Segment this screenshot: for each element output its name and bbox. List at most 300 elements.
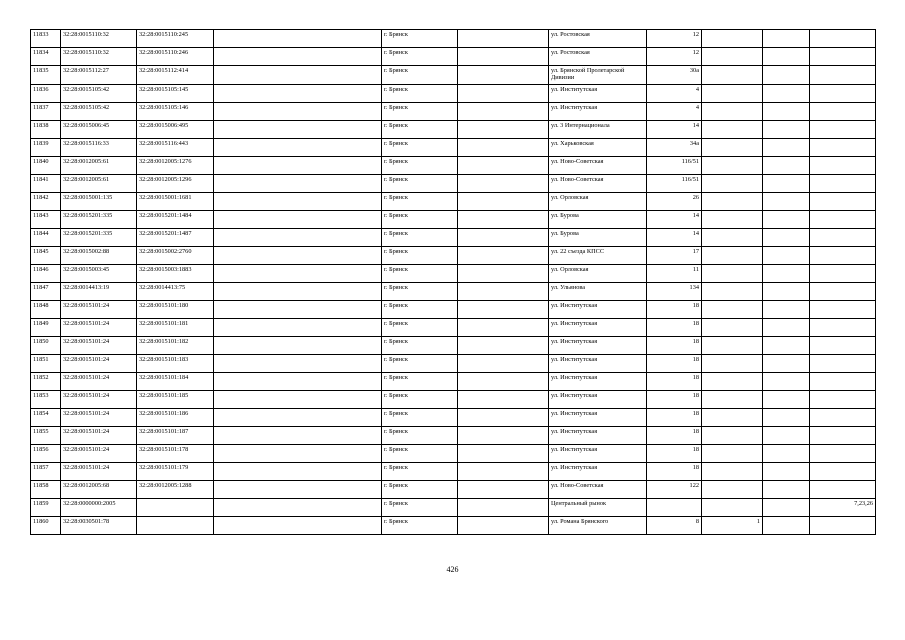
- table-cell: [810, 463, 876, 481]
- table-cell: г. Брянск: [382, 319, 458, 337]
- table-cell: [458, 175, 549, 193]
- table-cell: 32:28:0015101:24: [61, 409, 137, 427]
- table-cell: 11858: [31, 481, 61, 499]
- table-cell: [763, 139, 810, 157]
- table-cell: [763, 30, 810, 48]
- table-cell: [763, 229, 810, 247]
- table-cell: [214, 517, 382, 535]
- table-cell: [810, 247, 876, 265]
- table-cell: ул. Институтская: [549, 103, 647, 121]
- table-cell: 32:28:0015105:145: [137, 85, 214, 103]
- table-cell: [458, 265, 549, 283]
- table-cell: [810, 337, 876, 355]
- table-cell: 11845: [31, 247, 61, 265]
- table-cell: 32:28:0015116:443: [137, 139, 214, 157]
- table-cell: г. Брянск: [382, 499, 458, 517]
- table-cell: [458, 157, 549, 175]
- table-cell: ул. Институтская: [549, 391, 647, 409]
- table-cell: [647, 499, 702, 517]
- table-cell: [810, 409, 876, 427]
- table-cell: 11854: [31, 409, 61, 427]
- table-cell: [702, 139, 763, 157]
- table-row: [31, 139, 876, 157]
- table-cell: [458, 283, 549, 301]
- table-cell: 32:28:0015105:42: [61, 85, 137, 103]
- table-cell: 32:28:0015101:24: [61, 337, 137, 355]
- table-cell: 134: [647, 283, 702, 301]
- table-cell: 32:28:0030501:78: [61, 517, 137, 535]
- table-cell: ул. Бурова: [549, 211, 647, 229]
- table-cell: [702, 265, 763, 283]
- table-cell: 32:28:0015201:1484: [137, 211, 214, 229]
- table-row: [31, 517, 876, 535]
- table-cell: 12: [647, 48, 702, 66]
- table-cell: 11844: [31, 229, 61, 247]
- table-cell: 32:28:0015112:27: [61, 66, 137, 85]
- table-cell: [763, 463, 810, 481]
- table-cell: [702, 283, 763, 301]
- table-cell: [763, 48, 810, 66]
- table-cell: ул. Ростовская: [549, 30, 647, 48]
- table-cell: [763, 265, 810, 283]
- table-cell: 32:28:0012005:61: [61, 157, 137, 175]
- table-cell: [763, 319, 810, 337]
- table-row: [31, 445, 876, 463]
- table-cell: [458, 337, 549, 355]
- table-cell: ул. 3 Интернационала: [549, 121, 647, 139]
- table-row: [31, 481, 876, 499]
- table-cell: [214, 409, 382, 427]
- table-cell: [810, 355, 876, 373]
- table-cell: 116/51: [647, 157, 702, 175]
- table-cell: [702, 85, 763, 103]
- table-cell: 11859: [31, 499, 61, 517]
- table-row: [31, 48, 876, 66]
- table-cell: [702, 319, 763, 337]
- table-cell: 32:28:0014413:75: [137, 283, 214, 301]
- table-cell: [458, 427, 549, 445]
- table-cell: [458, 517, 549, 535]
- table-cell: [810, 229, 876, 247]
- table-cell: г. Брянск: [382, 481, 458, 499]
- table-cell: [214, 211, 382, 229]
- table-cell: 32:28:0015006:495: [137, 121, 214, 139]
- table-cell: [763, 211, 810, 229]
- table-cell: г. Брянск: [382, 391, 458, 409]
- table-cell: [214, 103, 382, 121]
- table-cell: [214, 391, 382, 409]
- table-cell: [702, 391, 763, 409]
- table-cell: 11843: [31, 211, 61, 229]
- table-cell: ул. Институтская: [549, 355, 647, 373]
- table-cell: ул. Ростовская: [549, 48, 647, 66]
- table-cell: 4: [647, 103, 702, 121]
- table-cell: [810, 66, 876, 85]
- table-cell: [214, 157, 382, 175]
- table-cell: ул. Брянской Пролетарской Дивизии: [549, 66, 647, 85]
- table-cell: [137, 517, 214, 535]
- table-cell: [763, 157, 810, 175]
- table-cell: [214, 85, 382, 103]
- table-row: [31, 121, 876, 139]
- table-row: [31, 427, 876, 445]
- table-cell: 32:28:0000000:2005: [61, 499, 137, 517]
- table-cell: [763, 283, 810, 301]
- table-cell: [702, 247, 763, 265]
- table-cell: [214, 337, 382, 355]
- table-cell: 30а: [647, 66, 702, 85]
- table-row: [31, 247, 876, 265]
- table-cell: [763, 517, 810, 535]
- table-cell: 11849: [31, 319, 61, 337]
- table-cell: 11855: [31, 427, 61, 445]
- table-cell: [214, 66, 382, 85]
- table-cell: г. Брянск: [382, 85, 458, 103]
- table-cell: 18: [647, 355, 702, 373]
- table-cell: [214, 463, 382, 481]
- table-cell: 32:28:0015101:24: [61, 463, 137, 481]
- table-cell: [702, 175, 763, 193]
- table-cell: [458, 373, 549, 391]
- page-number: 426: [446, 565, 459, 574]
- table-cell: 32:28:0014413:19: [61, 283, 137, 301]
- table-cell: [810, 283, 876, 301]
- table-row: [31, 85, 876, 103]
- table-cell: 32:28:0015101:24: [61, 301, 137, 319]
- table-cell: [810, 427, 876, 445]
- table-row: [31, 175, 876, 193]
- table-cell: 11834: [31, 48, 61, 66]
- table-cell: [214, 355, 382, 373]
- table-cell: 32:28:0015101:24: [61, 355, 137, 373]
- table-cell: [763, 337, 810, 355]
- table-cell: [458, 319, 549, 337]
- table-cell: 32:28:0015101:24: [61, 427, 137, 445]
- table-row: [31, 193, 876, 211]
- table-cell: [810, 517, 876, 535]
- table-cell: [458, 229, 549, 247]
- table-cell: 11: [647, 265, 702, 283]
- table-row: [31, 265, 876, 283]
- table-cell: [214, 175, 382, 193]
- table-cell: г. Брянск: [382, 445, 458, 463]
- table-cell: [810, 301, 876, 319]
- table-cell: 32:28:0015101:24: [61, 445, 137, 463]
- table-cell: [214, 193, 382, 211]
- table-cell: 11842: [31, 193, 61, 211]
- table-cell: ул. Орловская: [549, 193, 647, 211]
- table-cell: [702, 157, 763, 175]
- table-cell: [810, 103, 876, 121]
- table-cell: г. Брянск: [382, 337, 458, 355]
- table-cell: 122: [647, 481, 702, 499]
- table-cell: г. Брянск: [382, 48, 458, 66]
- table-cell: ул. Бурова: [549, 229, 647, 247]
- table-cell: [763, 121, 810, 139]
- table-cell: [702, 103, 763, 121]
- table-cell: [214, 373, 382, 391]
- table-cell: [810, 391, 876, 409]
- table-cell: ул. Институтская: [549, 373, 647, 391]
- table-cell: 32:28:0015006:45: [61, 121, 137, 139]
- table-row: [31, 66, 876, 85]
- table-cell: 32:28:0015002:88: [61, 247, 137, 265]
- table-cell: 11836: [31, 85, 61, 103]
- table-cell: [810, 85, 876, 103]
- table-cell: г. Брянск: [382, 409, 458, 427]
- table-cell: [214, 481, 382, 499]
- table-cell: 11851: [31, 355, 61, 373]
- registry-table-body: [31, 30, 876, 535]
- table-cell: [702, 121, 763, 139]
- table-cell: [810, 157, 876, 175]
- table-cell: [214, 445, 382, 463]
- table-cell: 32:28:0015201:1487: [137, 229, 214, 247]
- table-row: [31, 283, 876, 301]
- table-cell: 11839: [31, 139, 61, 157]
- table-cell: [702, 463, 763, 481]
- table-cell: ул. Институтская: [549, 85, 647, 103]
- table-cell: [702, 481, 763, 499]
- table-cell: [214, 247, 382, 265]
- table-row: [31, 373, 876, 391]
- table-cell: [702, 409, 763, 427]
- table-cell: г. Брянск: [382, 193, 458, 211]
- table-cell: [702, 193, 763, 211]
- table-cell: ул. 22 съезда КПСС: [549, 247, 647, 265]
- table-cell: ул. Институтская: [549, 337, 647, 355]
- table-cell: г. Брянск: [382, 139, 458, 157]
- table-cell: 32:28:0015112:414: [137, 66, 214, 85]
- table-cell: [702, 499, 763, 517]
- table-cell: [458, 211, 549, 229]
- table-cell: г. Брянск: [382, 283, 458, 301]
- table-cell: [458, 247, 549, 265]
- table-cell: 34а: [647, 139, 702, 157]
- table-cell: 11835: [31, 66, 61, 85]
- table-cell: [458, 121, 549, 139]
- table-cell: ул. Харьковская: [549, 139, 647, 157]
- table-cell: ул. Орловская: [549, 265, 647, 283]
- table-cell: ул. Ново-Советская: [549, 175, 647, 193]
- table-cell: г. Брянск: [382, 103, 458, 121]
- table-cell: [458, 139, 549, 157]
- table-cell: [702, 211, 763, 229]
- table-cell: 17: [647, 247, 702, 265]
- table-cell: 11852: [31, 373, 61, 391]
- table-cell: ул. Ульянова: [549, 283, 647, 301]
- table-cell: г. Брянск: [382, 373, 458, 391]
- table-cell: 32:28:0015110:245: [137, 30, 214, 48]
- table-cell: [763, 427, 810, 445]
- table-cell: [763, 409, 810, 427]
- table-cell: 32:28:0015101:179: [137, 463, 214, 481]
- table-cell: 11856: [31, 445, 61, 463]
- table-cell: 4: [647, 85, 702, 103]
- table-cell: 1: [702, 517, 763, 535]
- table-cell: [702, 301, 763, 319]
- table-cell: г. Брянск: [382, 247, 458, 265]
- table-cell: 32:28:0015001:1681: [137, 193, 214, 211]
- table-cell: 32:28:0012005:61: [61, 175, 137, 193]
- table-cell: [810, 193, 876, 211]
- table-cell: 18: [647, 319, 702, 337]
- table-cell: ул. Ново-Советская: [549, 481, 647, 499]
- table-cell: [702, 337, 763, 355]
- table-row: [31, 157, 876, 175]
- table-cell: 32:28:0015101:182: [137, 337, 214, 355]
- table-cell: 32:28:0015110:32: [61, 30, 137, 48]
- table-cell: [810, 211, 876, 229]
- table-cell: [810, 265, 876, 283]
- table-cell: [810, 139, 876, 157]
- table-cell: [763, 355, 810, 373]
- table-cell: [763, 103, 810, 121]
- table-cell: [763, 499, 810, 517]
- table-cell: 32:28:0015101:181: [137, 319, 214, 337]
- table-cell: ул. Институтская: [549, 463, 647, 481]
- table-cell: 32:28:0015101:187: [137, 427, 214, 445]
- table-cell: 32:28:0015110:32: [61, 48, 137, 66]
- table-cell: 11841: [31, 175, 61, 193]
- table-cell: [763, 85, 810, 103]
- table-cell: [458, 499, 549, 517]
- table-cell: [702, 373, 763, 391]
- table-cell: 26: [647, 193, 702, 211]
- table-cell: [810, 481, 876, 499]
- table-cell: 11847: [31, 283, 61, 301]
- table-row: [31, 301, 876, 319]
- table-cell: 11837: [31, 103, 61, 121]
- table-row: [31, 355, 876, 373]
- table-cell: [810, 48, 876, 66]
- table-cell: [137, 499, 214, 517]
- table-cell: [763, 66, 810, 85]
- table-cell: [763, 481, 810, 499]
- table-cell: 18: [647, 337, 702, 355]
- table-cell: [763, 247, 810, 265]
- table-cell: 32:28:0015002:2760: [137, 247, 214, 265]
- table-cell: 32:28:0015105:146: [137, 103, 214, 121]
- table-cell: 32:28:0015201:335: [61, 211, 137, 229]
- table-cell: 32:28:0015003:45: [61, 265, 137, 283]
- table-cell: 32:28:0015101:24: [61, 391, 137, 409]
- table-cell: 14: [647, 229, 702, 247]
- table-cell: 18: [647, 409, 702, 427]
- table-cell: 32:28:0012005:1276: [137, 157, 214, 175]
- table-cell: [458, 66, 549, 85]
- table-row: [31, 103, 876, 121]
- table-cell: 18: [647, 373, 702, 391]
- table-cell: 11848: [31, 301, 61, 319]
- table-cell: г. Брянск: [382, 355, 458, 373]
- table-cell: 11846: [31, 265, 61, 283]
- table-cell: ул. Институтская: [549, 427, 647, 445]
- table-cell: г. Брянск: [382, 66, 458, 85]
- table-cell: [702, 355, 763, 373]
- table-row: [31, 319, 876, 337]
- table-cell: г. Брянск: [382, 229, 458, 247]
- table-cell: [702, 30, 763, 48]
- table-row: [31, 499, 876, 517]
- table-cell: [458, 481, 549, 499]
- table-cell: 32:28:0015001:135: [61, 193, 137, 211]
- table-cell: [458, 355, 549, 373]
- table-cell: [458, 103, 549, 121]
- table-cell: [458, 409, 549, 427]
- table-cell: 18: [647, 445, 702, 463]
- table-cell: [214, 301, 382, 319]
- table-cell: [810, 30, 876, 48]
- table-row: [31, 30, 876, 48]
- table-cell: 18: [647, 301, 702, 319]
- table-cell: [763, 445, 810, 463]
- table-row: [31, 463, 876, 481]
- table-cell: ул. Романа Брянского: [549, 517, 647, 535]
- table-cell: 11853: [31, 391, 61, 409]
- table-cell: 11833: [31, 30, 61, 48]
- table-cell: [810, 121, 876, 139]
- table-cell: г. Брянск: [382, 121, 458, 139]
- table-cell: г. Брянск: [382, 517, 458, 535]
- table-cell: Центральный рынок: [549, 499, 647, 517]
- table-cell: 11840: [31, 157, 61, 175]
- table-cell: 32:28:0015101:186: [137, 409, 214, 427]
- table-cell: 32:28:0012005:1288: [137, 481, 214, 499]
- table-cell: г. Брянск: [382, 30, 458, 48]
- table-cell: 32:28:0015003:1883: [137, 265, 214, 283]
- table-cell: 7,23,26: [810, 499, 876, 517]
- table-cell: ул. Ново-Советская: [549, 157, 647, 175]
- table-cell: [458, 48, 549, 66]
- table-cell: 32:28:0015110:246: [137, 48, 214, 66]
- table-cell: [214, 121, 382, 139]
- table-cell: 14: [647, 211, 702, 229]
- table-cell: [763, 193, 810, 211]
- table-cell: г. Брянск: [382, 427, 458, 445]
- table-cell: [810, 319, 876, 337]
- table-cell: 32:28:0012005:68: [61, 481, 137, 499]
- table-cell: [458, 30, 549, 48]
- table-cell: [458, 391, 549, 409]
- table-cell: 14: [647, 121, 702, 139]
- table-cell: [458, 463, 549, 481]
- table-cell: 32:28:0015101:183: [137, 355, 214, 373]
- table-cell: [810, 373, 876, 391]
- table-row: [31, 409, 876, 427]
- table-cell: ул. Институтская: [549, 409, 647, 427]
- table-row: [31, 211, 876, 229]
- table-cell: г. Брянск: [382, 301, 458, 319]
- table-cell: [214, 229, 382, 247]
- table-cell: 18: [647, 427, 702, 445]
- table-cell: г. Брянск: [382, 211, 458, 229]
- table-cell: [214, 319, 382, 337]
- table-cell: 11838: [31, 121, 61, 139]
- table-cell: 32:28:0015101:180: [137, 301, 214, 319]
- table-row: [31, 337, 876, 355]
- table-cell: 32:28:0015116:33: [61, 139, 137, 157]
- table-cell: 32:28:0012005:1296: [137, 175, 214, 193]
- table-cell: [458, 85, 549, 103]
- registry-table: [30, 29, 876, 535]
- table-cell: ул. Институтская: [549, 445, 647, 463]
- table-row: [31, 391, 876, 409]
- table-cell: [810, 175, 876, 193]
- table-cell: г. Брянск: [382, 463, 458, 481]
- table-row: [31, 229, 876, 247]
- table-cell: г. Брянск: [382, 265, 458, 283]
